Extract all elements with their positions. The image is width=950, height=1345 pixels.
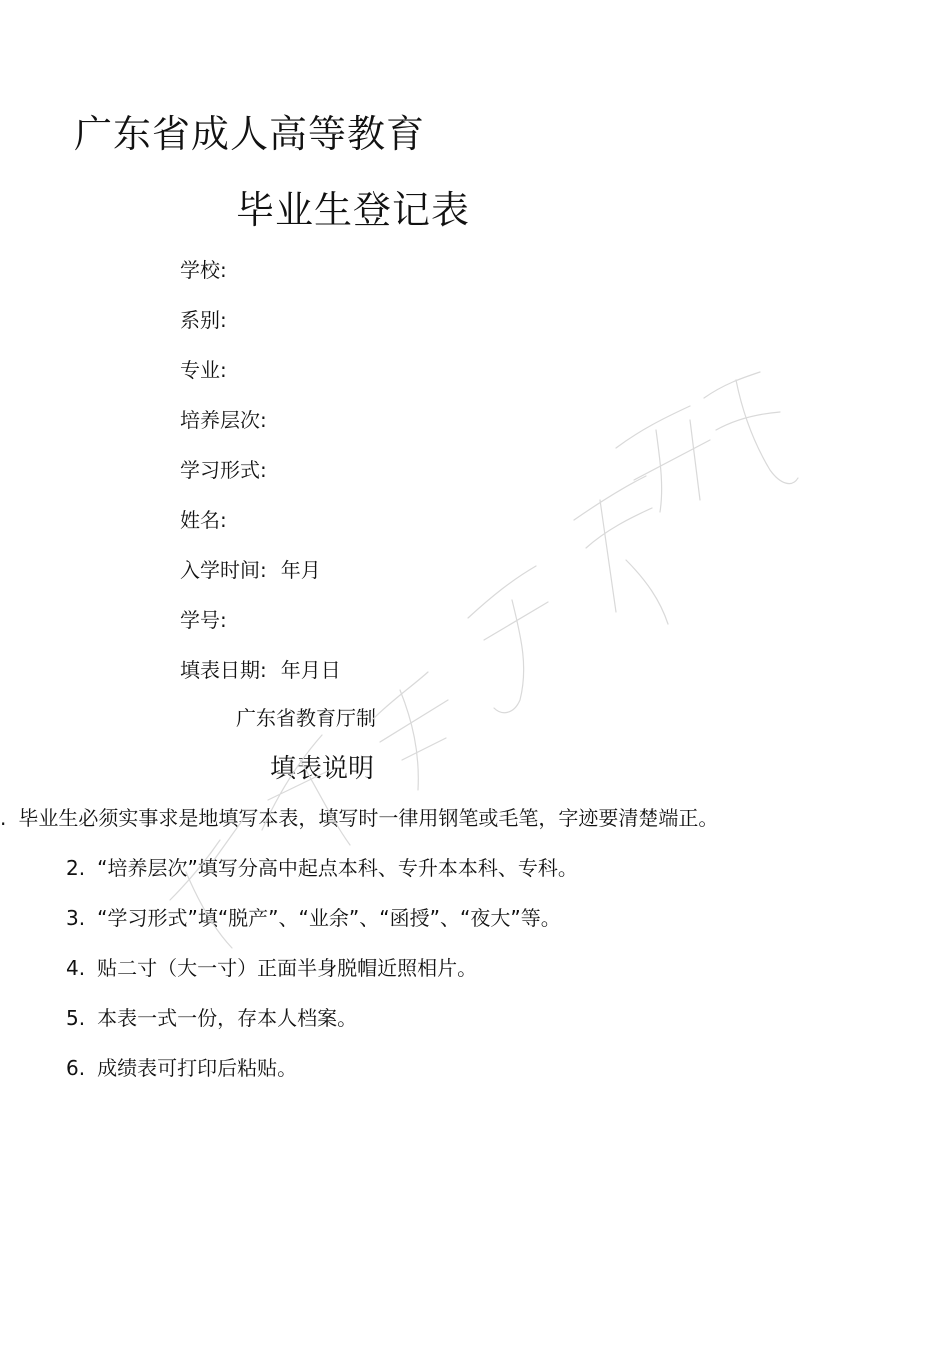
field-label: 学校 bbox=[180, 258, 220, 282]
field-separator: : bbox=[260, 658, 267, 682]
field-label: 培养层次 bbox=[180, 408, 260, 432]
instructions-title: 填表说明 bbox=[270, 754, 375, 784]
document-subtitle: 毕业生登记表 bbox=[236, 188, 471, 232]
instruction-text: “培养层次”填写分高中起点本科、专升本本科、专科。 bbox=[97, 856, 578, 880]
instruction-item bbox=[66, 853, 578, 883]
field-education-level bbox=[180, 405, 341, 455]
field-study-mode bbox=[180, 455, 341, 505]
instruction-number: 5. bbox=[66, 1006, 86, 1030]
instruction-number: 6. bbox=[66, 1056, 86, 1080]
field-label: 学号 bbox=[180, 608, 220, 632]
instruction-text: 本表一式一份，存本人档案。 bbox=[97, 1006, 358, 1030]
field-value: 年月日 bbox=[280, 658, 341, 682]
field-separator: : bbox=[220, 308, 227, 332]
field-school bbox=[180, 255, 341, 305]
instruction-text: 毕业生必须实事求是地填写本表，填写时一律用钢笔或毛笔，字迹要清楚端正。 bbox=[18, 806, 719, 830]
instruction-number: 4. bbox=[66, 956, 86, 980]
field-fill-date bbox=[180, 655, 341, 705]
field-enrollment-time bbox=[180, 555, 341, 605]
field-label: 填表日期 bbox=[180, 658, 260, 682]
instruction-number: . bbox=[0, 806, 7, 830]
instruction-text: 成绩表可打印后粘贴。 bbox=[97, 1056, 298, 1080]
field-label: 入学时间 bbox=[180, 558, 260, 582]
field-label: 系别 bbox=[180, 308, 220, 332]
registration-fields bbox=[180, 255, 341, 705]
instruction-item bbox=[66, 903, 561, 933]
field-name bbox=[180, 505, 341, 555]
instruction-item bbox=[66, 1053, 297, 1083]
field-value: 年月 bbox=[280, 558, 321, 582]
instruction-text: “学习形式”填“脱产”、“业余”、“函授”、“夜大”等。 bbox=[97, 906, 561, 930]
instruction-item bbox=[66, 1003, 357, 1033]
instruction-text: 贴二寸（大一寸）正面半身脱帽近照相片。 bbox=[97, 956, 478, 980]
field-student-id bbox=[180, 605, 341, 655]
field-separator: : bbox=[260, 408, 267, 432]
field-major bbox=[180, 355, 341, 405]
instruction-item bbox=[66, 953, 477, 983]
field-separator: : bbox=[220, 508, 227, 532]
field-separator: : bbox=[220, 608, 227, 632]
issuer-line: 广东省教育厅制 bbox=[236, 706, 376, 730]
instruction-number: 3. bbox=[66, 906, 86, 930]
field-separator: : bbox=[220, 358, 227, 382]
instruction-item bbox=[0, 803, 718, 833]
field-label: 学习形式 bbox=[180, 458, 260, 482]
field-department bbox=[180, 305, 341, 355]
instruction-number: 2. bbox=[66, 856, 86, 880]
field-label: 姓名 bbox=[180, 508, 220, 532]
field-label: 专业 bbox=[180, 358, 220, 382]
field-separator: : bbox=[260, 458, 267, 482]
document-title: 广东省成人高等教育 bbox=[74, 112, 426, 156]
field-separator: : bbox=[260, 558, 267, 582]
field-separator: : bbox=[220, 258, 227, 282]
